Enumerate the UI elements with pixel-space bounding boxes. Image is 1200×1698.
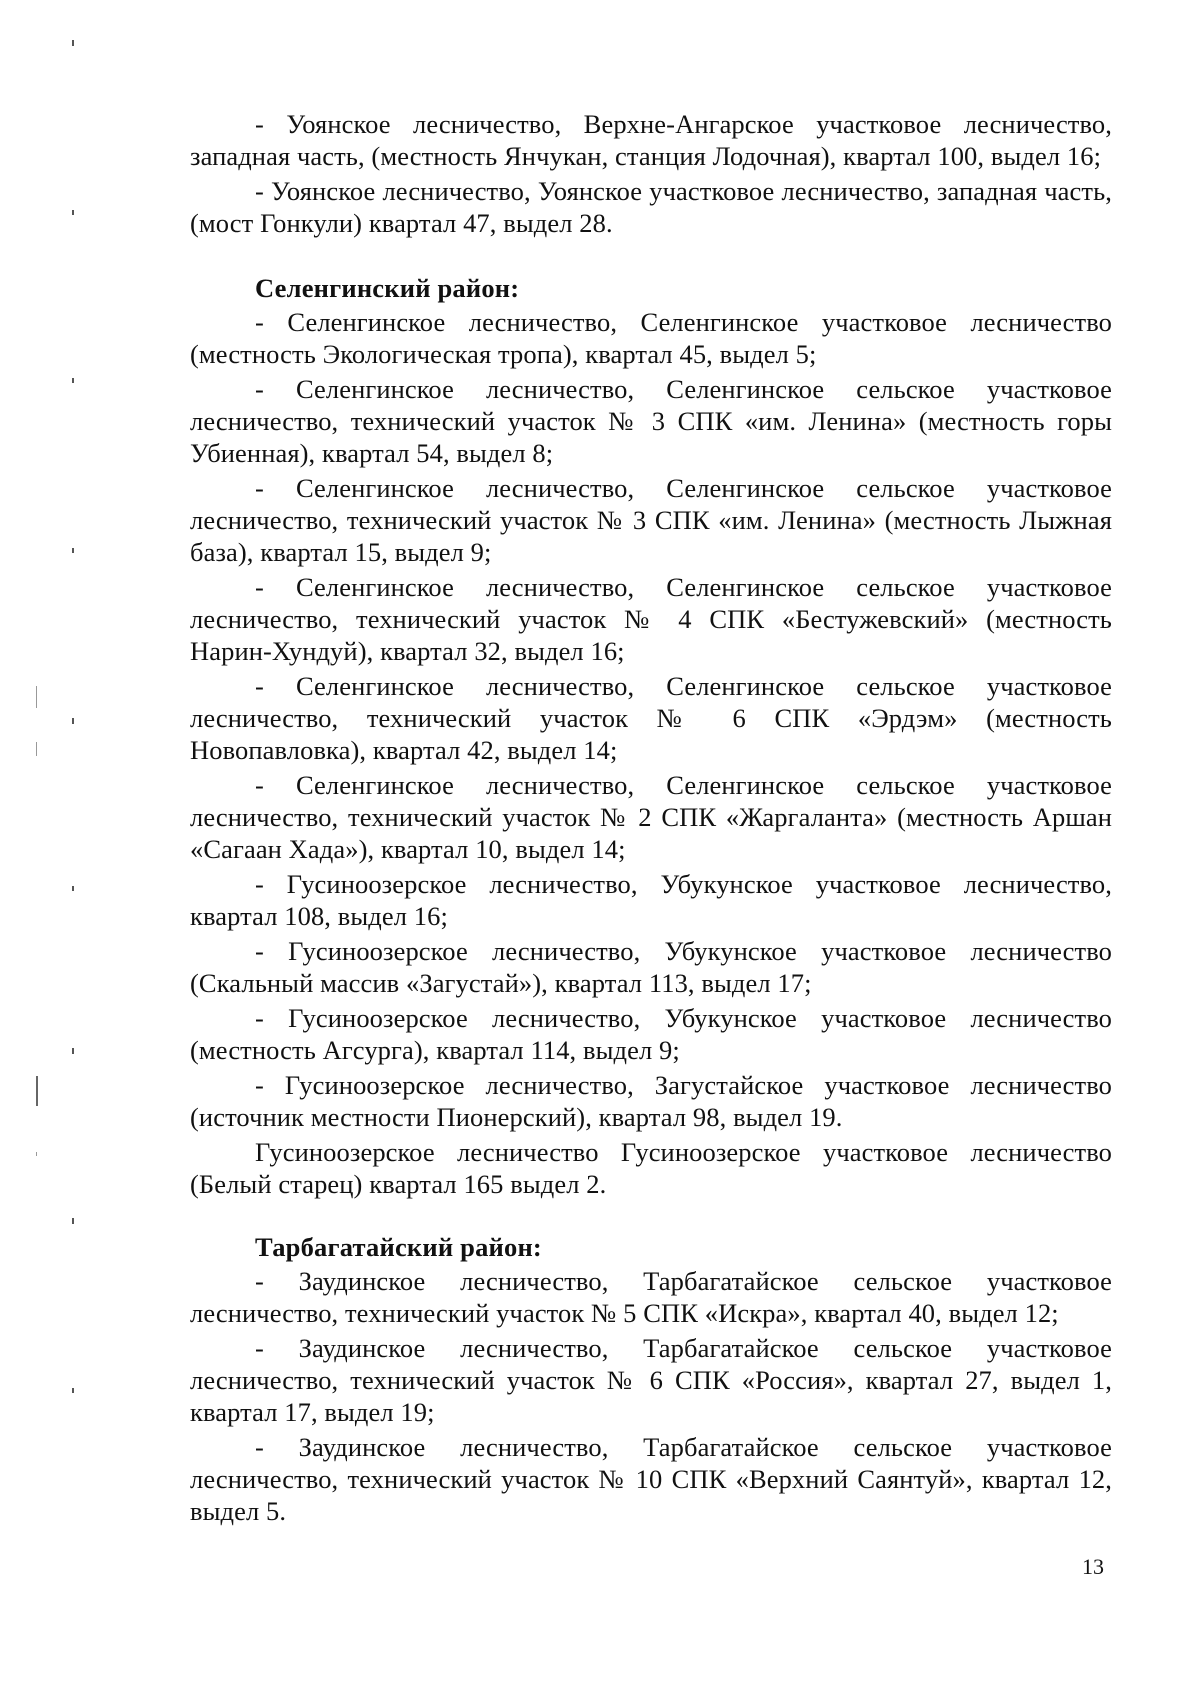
spacer [190, 1203, 1112, 1231]
spacer [190, 242, 1112, 272]
scan-margin-marks [70, 0, 90, 1698]
list-item: - Селенгинское лесничество, Селенгинское сельское участковое лесничество, технический участок № 3 СПК «им. Ленина» (местность горы Убиенная), квартал 54, выдел 8; [190, 374, 1112, 468]
section-heading-selenga: Селенгинский район: [255, 273, 520, 303]
list-item: - Селенгинское лесничество, Селенгинское сельское участковое лесничество, технический участок № 6 СПК «Эрдэм» (местность Новопавловка), квартал 42, выдел 14; [190, 671, 1112, 765]
list-item: - Гусиноозерское лесничество, Убукунское участковое лесничество, квартал 108, выдел 16; [190, 869, 1112, 931]
paragraph: - Уоянское лесничество, Уоянское участковое лесничество, западная часть, (мост Гонкули) квартал 47, выдел 28. [190, 176, 1112, 238]
list-item: Гусиноозерское лесничество Гусиноозерское участковое лесничество (Белый старец) квартал 165 выдел 2. [190, 1137, 1112, 1199]
list-item: - Заудинское лесничество, Тарбагатайское сельское участковое лесничество, технический участок № 10 СПК «Верхний Саянтуй», квартал 12, выдел 5. [190, 1432, 1112, 1526]
list-item: - Селенгинское лесничество, Селенгинское сельское участковое лесничество, технический участок № 2 СПК «Жаргаланта» (местность Аршан «Сагаан Хада»), квартал 10, выдел 14; [190, 770, 1112, 864]
section-heading-tarbagatai: Тарбагатайский район: [255, 1232, 542, 1262]
list-item: - Гусиноозерское лесничество, Убукунское участковое лесничество (Скальный массив «Загустай»), квартал 113, выдел 17; [190, 936, 1112, 998]
list-item: - Селенгинское лесничество, Селенгинское сельское участковое лесничество, технический участок № 4 СПК «Бестужевский» (местность Нарин-Хундуй), квартал 32, выдел 16; [190, 572, 1112, 666]
list-item: - Гусиноозерское лесничество, Убукунское участковое лесничество (местность Агсурга), квартал 114, выдел 9; [190, 1003, 1112, 1065]
document-body [190, 108, 1112, 1530]
list-item: - Гусиноозерское лесничество, Загустайское участковое лесничество (источник местности Пионерский), квартал 98, выдел 19. [190, 1070, 1112, 1132]
list-item: - Заудинское лесничество, Тарбагатайское сельское участковое лесничество, технический участок № 6 СПК «Россия», квартал 27, выдел 1, квартал 17, выдел 19; [190, 1333, 1112, 1427]
list-item: - Заудинское лесничество, Тарбагатайское сельское участковое лесничество, технический участок № 5 СПК «Искра», квартал 40, выдел 12; [190, 1266, 1112, 1328]
list-item: - Селенгинское лесничество, Селенгинское участковое лесничество (местность Экологическая тропа), квартал 45, выдел 5; [190, 307, 1112, 369]
list-item: - Селенгинское лесничество, Селенгинское сельское участковое лесничество, технический участок № 3 СПК «им. Ленина» (местность Лыжная база), квартал 15, выдел 9; [190, 473, 1112, 567]
page-number: 13 [1082, 1554, 1104, 1579]
paragraph: - Уоянское лесничество, Верхне-Ангарское участковое лесничество, западная часть, (местность Янчукан, станция Лодочная), квартал 100, выдел 16; [190, 109, 1112, 171]
